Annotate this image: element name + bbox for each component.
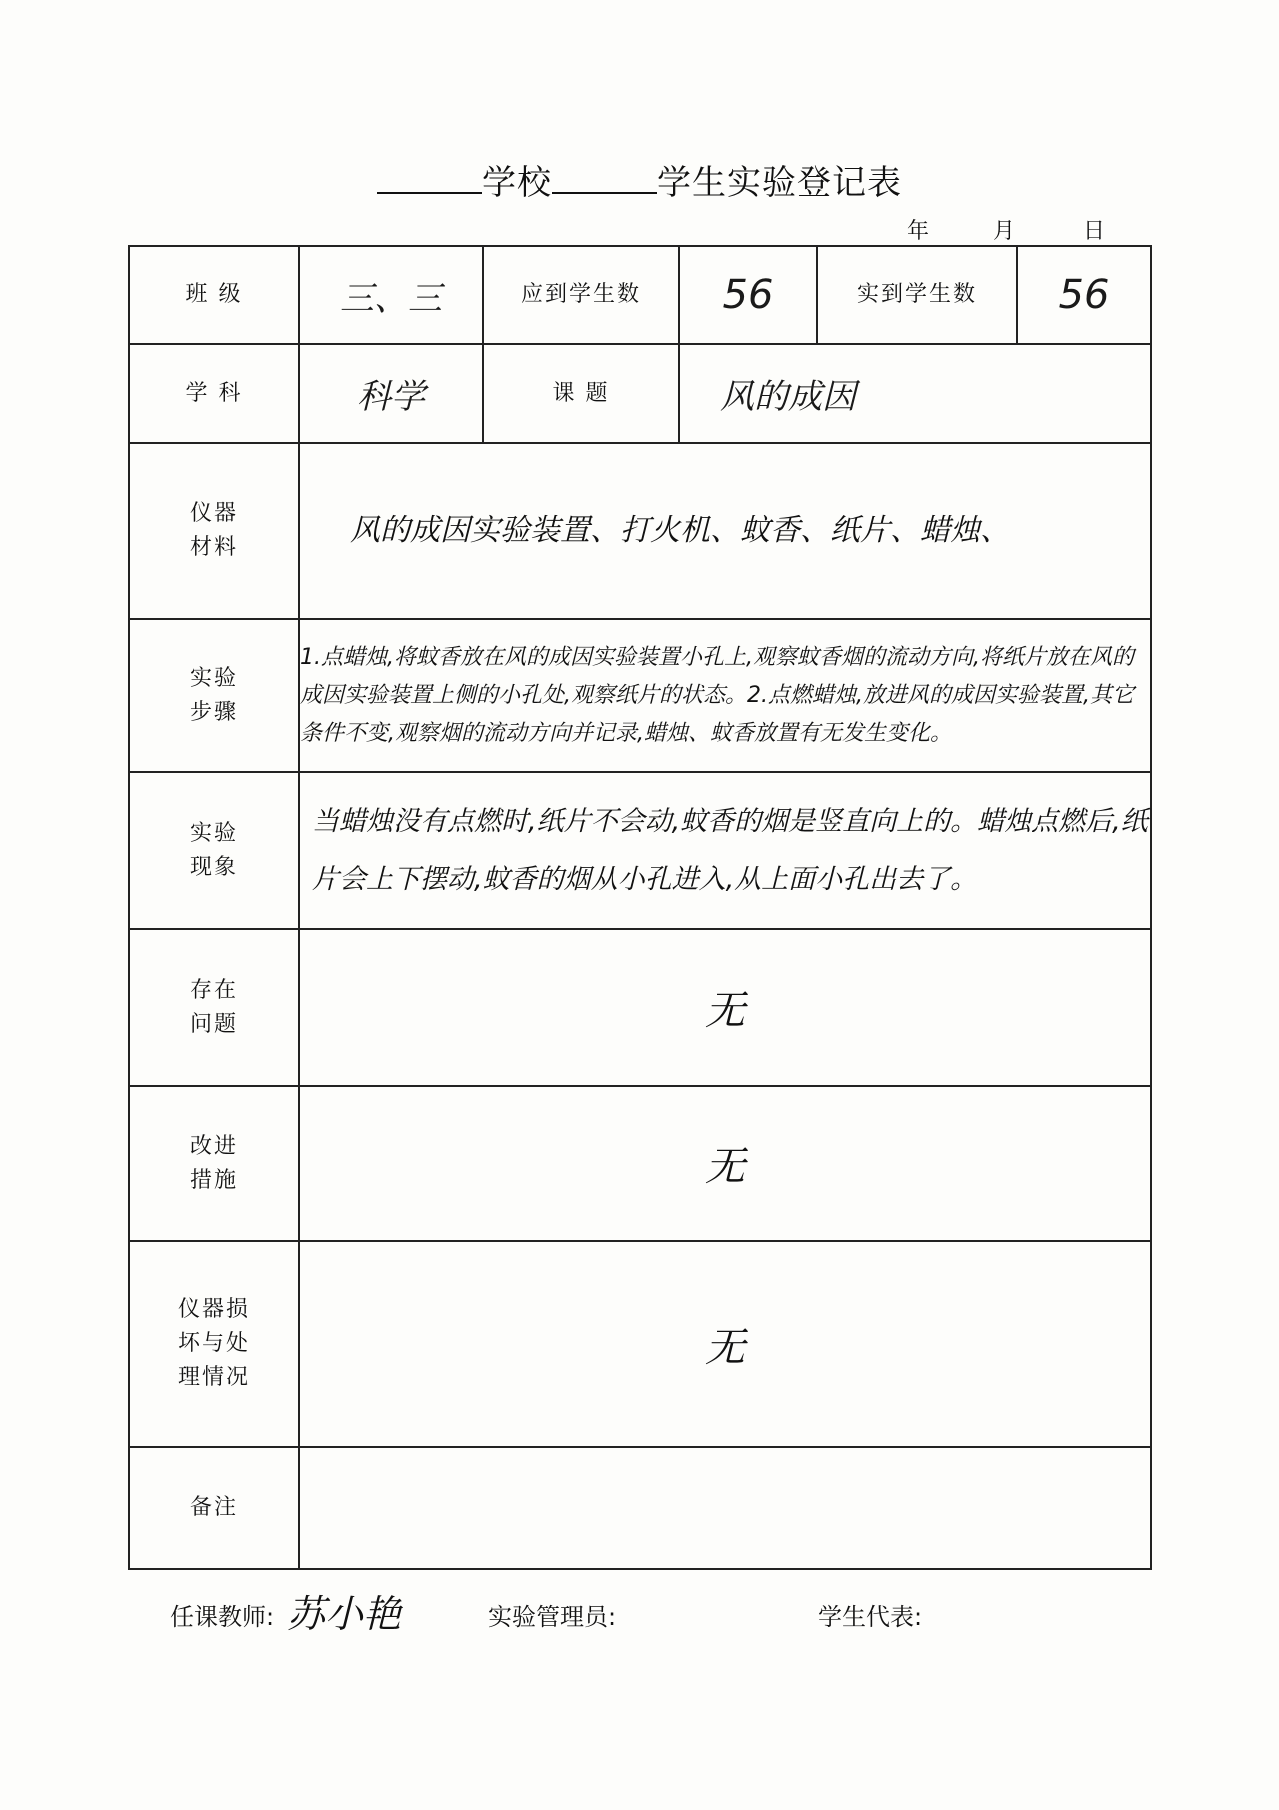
steps-label-line1: 实验 — [189, 665, 238, 691]
row-steps — [129, 619, 1151, 772]
actual-students-label: 实到学生数 — [817, 246, 1017, 344]
date-day-label: 日 — [1083, 219, 1106, 244]
improvements-value: 无 — [299, 1086, 1151, 1241]
student-rep-label: 学生代表: — [818, 1603, 923, 1631]
remarks-value — [299, 1447, 1151, 1569]
row-subject — [129, 344, 1151, 443]
date-month-label: 月 — [993, 219, 1016, 244]
equipment-label-line2: 材料 — [189, 535, 238, 560]
row-problems — [129, 929, 1151, 1086]
phenomenon-value: 当蜡烛没有点燃时,纸片不会动,蚊香的烟是竖直向上的。蜡烛点燃后,纸片会上下摆动,蚊香的烟从小孔进入,从上面小孔出去了。 — [299, 772, 1151, 929]
form-name: 学生实验登记表 — [657, 163, 902, 203]
subject-label: 学 科 — [129, 344, 299, 443]
steps-label-line2: 步骤 — [189, 699, 238, 725]
problems-label — [129, 929, 299, 1086]
school-blank — [377, 162, 482, 194]
steps-value: 1.点蜡烛,将蚊香放在风的成因实验装置小孔上,观察蚊香烟的流动方向,将纸片放在风的成因实验装置上侧的小孔处,观察纸片的状态。2.点燃蜡烛,放进风的成因实验装置,其它条件不变,观察烟的流动方向并记录,蜡烛、蚊香放置有无发生变化。 — [299, 619, 1151, 772]
topic-label: 课 题 — [483, 344, 679, 443]
class-label: 班 级 — [129, 246, 299, 344]
damage-label — [129, 1241, 299, 1447]
grade-blank — [552, 162, 657, 194]
row-improvements — [129, 1086, 1151, 1241]
problems-label-line2: 问题 — [189, 1011, 238, 1037]
row-class — [129, 246, 1151, 344]
expected-students-value: 56 — [679, 246, 817, 344]
problems-value: 无 — [299, 929, 1151, 1086]
school-label: 学校 — [482, 163, 552, 203]
date-row — [893, 214, 1123, 244]
equipment-value: 风的成因实验装置、打火机、蚊香、纸片、蜡烛、 — [299, 443, 1151, 619]
class-value: 三、三 — [299, 246, 483, 344]
row-remarks — [129, 1447, 1151, 1569]
teacher-signature: 苏小艳 — [287, 1592, 402, 1636]
damage-label-line1: 仪器损 — [177, 1297, 250, 1322]
damage-label-line3: 理情况 — [177, 1365, 250, 1390]
phenomenon-label-line1: 实验 — [189, 820, 238, 846]
topic-value: 风的成因 — [679, 344, 1151, 443]
row-damage — [129, 1241, 1151, 1447]
register-table — [128, 245, 1152, 1570]
improvements-label-line1: 改进 — [189, 1133, 238, 1159]
problems-label-line1: 存在 — [189, 977, 238, 1003]
remarks-label: 备注 — [129, 1447, 299, 1569]
phenomenon-label — [129, 772, 299, 929]
signature-footer — [170, 1592, 1170, 1647]
admin-label: 实验管理员: — [488, 1603, 617, 1631]
improvements-label — [129, 1086, 299, 1241]
expected-students-label: 应到学生数 — [483, 246, 679, 344]
date-year-label: 年 — [907, 219, 930, 244]
equipment-label — [129, 443, 299, 619]
improvements-label-line2: 措施 — [189, 1167, 238, 1193]
actual-students-value: 56 — [1017, 246, 1151, 344]
phenomenon-label-line2: 现象 — [189, 854, 238, 880]
form-title — [0, 155, 1279, 204]
row-equipment — [129, 443, 1151, 619]
teacher-label: 任课教师: — [170, 1603, 275, 1631]
steps-label — [129, 619, 299, 772]
damage-label-line2: 坏与处 — [177, 1331, 250, 1356]
subject-value: 科学 — [299, 344, 483, 443]
equipment-label-line1: 仪器 — [189, 501, 238, 526]
damage-value: 无 — [299, 1241, 1151, 1447]
row-phenomenon — [129, 772, 1151, 929]
